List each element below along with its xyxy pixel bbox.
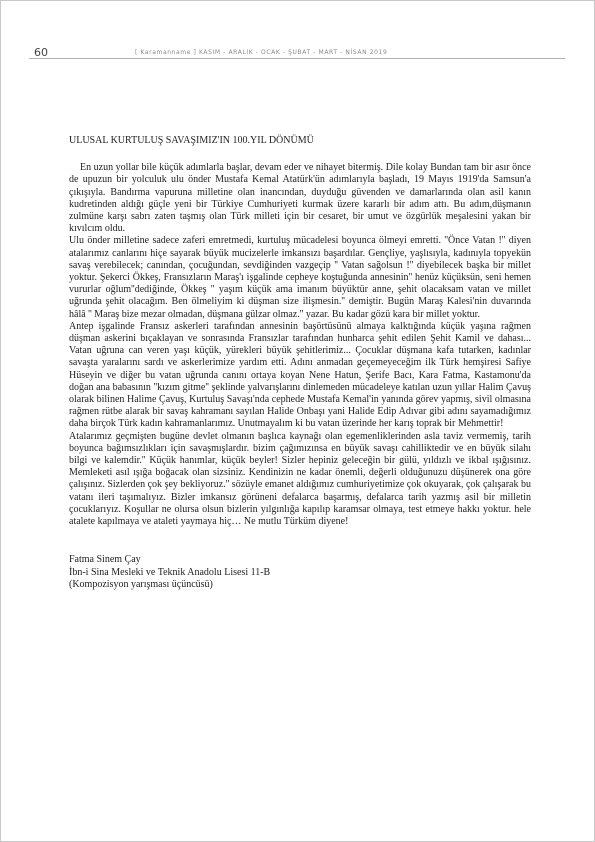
running-header: [ Karamanname ] KASIM - ARALIK - OCAK - ŞUBAT - MART - NİSAN 2019 [135, 49, 388, 56]
article-paragraph: Ulu önder milletine sadece zaferi emretmedi, kurtuluş mücadelesi boyunca ölmeyi emretti. ''Önce Vatan !'' diyen atalarımız canlarını hiçe sayarak büyük mucizelerle imkansızı başardılar. Gençliye, yaşlısıyla, kadınıyla topyekün savaş verebilecek; canından, çocuğundan, sevdiğinden vazgeçip '' Vatan sağolsun !'' diyebilecek başka bir millet yoktur. Şekerci Ökkeş, Fransızların Maraş'ı işgalinde cepheye koştuğunda annesinin'' henüz küçüksün, seni hemen vururlar oğlum''dediğinde, Ökkeş '' yaşım küçük ama imanım büyüktür anne, şehit olacaksam vatan ve millet uğrunda şehit olacağım. Ben ölmeliyim ki düşman size ilişmesin.'' demiştir. Bugün Maraş Kalesi'nin duvarında hâlâ '' Maraş bize mezar olmadan, düşmana gülzar olmaz.'' yazar. Bu kadar gözü kara bir millet yoktur. [69, 235, 531, 320]
author-school: İbn-i Sina Mesleki ve Teknik Anadolu Lisesi 11-B [69, 566, 271, 578]
page-number: 60 [34, 46, 48, 59]
article [69, 135, 531, 592]
author-note: (Kompozisyon yarışması üçüncüsü) [69, 579, 213, 591]
article-paragraph: En uzun yollar bile küçük adımlarla başlar, devam eder ve nihayet bitermiş. Dile kolay Bundan tam bir asır önce de upuzun bir yolculuk ulu önder Mustafa Kemal Atatürk'ün adımlarıyla başladı, 19 Mayıs 1919'da Samsun'a çıkışıyla. Bandırma vapuruna milletine olan inancından, duyduğu güvenden ve damarlarında olan asil kanın kudretinden aldığı güçle yeni bir Türkiye Cumhuriyeti kurmak üzere kararlı bir adım attı. Bu adım,düşmanın zulmüne karşı sabrı zaten taşmış olan Türk milleti için bir cesaret, bir umut ve özgürlük meşalesini yakan bir kıvılcım oldu. [69, 162, 531, 235]
author-signature [69, 554, 531, 591]
article-title: ULUSAL KURTULUŞ SAVAŞIMIZ'IN 100.YIL DÖNÜMÜ [69, 135, 314, 146]
author-name: Fatma Sinem Çay [69, 554, 141, 566]
header-divider [29, 58, 565, 59]
article-paragraph: Antep işgalinde Fransız askerleri tarafından annesinin başörtüsünü almaya kalktığında küçük yaşına rağmen düşman askerini bıçaklayan ve sonrasında Fransızlar tarafından hunharca şehit edilen Şehit Kamil ve dahası... Vatan uğruna can veren yaşı küçük, yürekleri büyük şehitlerimiz... Çocuklar düşmana kafa tutarken, kadınlar savaşta yaralarını sardı ve askerlerimize yardım etti. Adını anmadan geçemeyeceğim ilk Türk hemşiresi Safiye Hüseyin ve diğer bu vatan uğrunda canını ortaya koyan Nene Hatun, Şerife Bacı, Kara Fatma, Kastamonu'da doğan ana babasının ''kızım gitme'' şeklinde yalvarışlarını dinlemeden mücadeleye katılan uzun yıllar Halim Çavuş olarak bilinen Halime Çavuş, Kurtuluş Savaşı'nda cephede Mustafa Kemal'in yanında görev yapmış, sivil olmasına rağmen rütbe alarak bir savaş kahramanı sayılan Halide Onbaşı yani Halide Edip Adıvar gibi adını sayamadığımız daha birçok Türk kadın kahramanlarımız. Unutmayalım ki bu vatan üzerinde her karış toprak bir Mehmettir! [69, 320, 531, 430]
article-paragraph: Atalarımız geçmişten bugüne devlet olmanın başlıca kaynağı olan egemenliklerinden asla taviz vermemiş, tarih boyunca bağımsızlıkları için savaşmışlardır. bizim çağımızınsa en büyük savaşı cahilliktedir ve en büyük silahı bilgi ve kalemdir.'' Küçük hanımlar, küçük beyler! Sizler hepiniz geleceğin bir gülü, yıldızlı ve ikbal ışığısınız. Memleketi asıl ışığa boğacak olan sizsiniz. Kendinizin ne kadar önemli, değerli olduğunuzu düşünerek ona göre çalışınız. Sizlerden çok şey bekliyoruz.'' sözüyle emanet aldığımız cumhuriyetimize çok okuyarak, çok çalışarak bu vatanı ileri taşımalıyız. Bizler imkansız görüneni defalarca başarmış, defalarca tarih yazmış asil bir milletin çocuklarıyız. Koşullar ne olursa olsun bizlerin yılgınlığa kapılıp karamsar olmaya, test etmeye hakkı yoktur. hele atalete kapılmaya ve ataleti yaymaya hiç… Ne mutlu Türküm diyene! [69, 430, 531, 528]
